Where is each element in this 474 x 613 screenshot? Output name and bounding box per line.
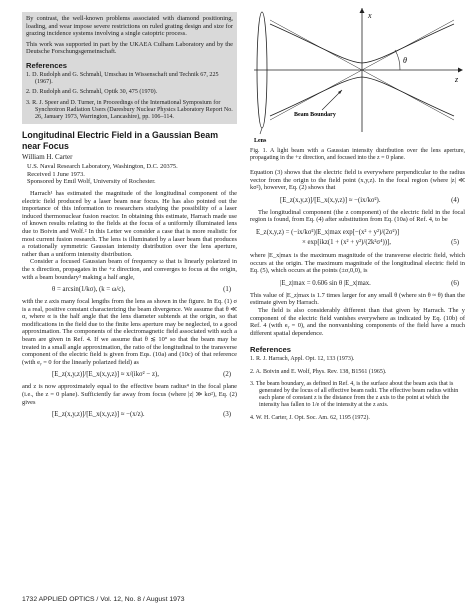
x-axis-label: x [368,11,372,20]
reference-item: 1. D. Rudolph and G. Schmahl, Umschau in Wissenschaft und Technik 67, 225 (1967). [26,71,219,86]
article-author: William H. Carter [22,153,73,162]
equation-text: [E_z(x,y,z)]/[E_x(x,y,z)] ≈ x/(ikσ² − z), [52,371,159,379]
equation-number: (6) [451,279,459,287]
body-paragraph: with the z axis many focal lengths from the lens as shown in the figure. In Eq. (1) σ is a real, positive constant characterizing the beam divergence. We assume that θ ≪ α, where α is the half angle that the lens diameter subtends at the origin, so that modifications in the field due to the finite lens aperture may be neglected, to a good approximation. The components of the electromagnetic field associated with such a beam are given in Ref. 4. If we assume that θ ≲ 10° so that the beam may be treated in a small angle approximation, the ratio of the longitudinal to the transverse component of the electric field is given from Eqs. (10a) and (10c) of that reference (with eᵧ = 0 for the linearly polarized field) as [22,298,237,366]
z-axis-arrow [458,68,463,73]
reference-item: 4. W. H. Carter, J. Opt. Soc. Am. 62, 1195 (1972). [250,414,370,421]
equation-5 [256,228,465,248]
equation-number: (3) [223,411,231,419]
body-paragraph: Harrach¹ has estimated the magnitude of the longitudinal component of the electric field produced by a laser beam near focus. He has also pointed out the importance of this information to researchers studying the possibility of a laser induced thermonuclear fusion reactor. In obtaining this estimate, Harrach made use of known results relating to the fields at the focus of a uniformly illuminated lens due to Boivin and Wolf.² In this Letter we consider a case that is more realistic for most current fusion research. The lens is illuminated by a laser beam that produces a rotationally symmetric Gaussian intensity distribution over the lens aperture, rather than a uniform intensity distribution. [22,189,237,258]
body-paragraph: This value of |E_z|max is 1.7 times larger for any small θ (where sin θ ≈ θ) than the estimate given by Harrach. [250,291,465,307]
beam-boundary-label: Beam Boundary [294,112,336,118]
reference-item: 2. A. Boivin and E. Wolf, Phys. Rev. 138, B1561 (1965). [250,368,387,375]
equation-line: × exp[ikz(1 + (x² + y²)/(2k²σ⁴))], [302,238,391,246]
references-heading-left: References [26,60,67,70]
equation-text: |E_z|max = 0.606 sin θ |E_x|max. [280,279,371,287]
previous-article-tail [22,12,237,124]
body-paragraph: Equation (3) shows that the electric field is everywhere perpendicular to the radius vector from the origin to the field point (x,y,z). In the focal region (where |z| ≪ kσ²), however, Eq. (2) shows that [250,169,465,192]
box-paragraph-1: By contrast, the well-known problems associated with diamond positioning, loading, and wear impose severe restrictions on ruled grating design and size for grazing incidence systems involving a single catoptric process. [26,15,233,38]
reference-item: 3. R. J. Speer and D. Turner, in Proceedings of the International Symposium for Synchrotron Radiation Users (Daresbury Nuclear Physics Laboratory Report No. 26, January 1973, Warrington, Lancashire), pp. 106–114. [26,99,233,120]
box-paragraph-2: This work was supported in part by the UKAEA Culham Laboratory and by the Deutsche Forschungsgemeinschaft. [26,40,233,56]
equation-4 [250,196,465,205]
equation-text: θ = arcsin(1/kσ), (k = ω/c), [52,286,126,294]
equation-line: E_z(x,y,z) = (−ix/kσ²)|E_x|max exp[−(x² + y²)/(2σ²)] [256,228,400,236]
equation-number: (4) [451,196,459,204]
equation-2 [22,370,237,379]
equation-text: [E_z(x,y,z)]/[E_x(x,y,z)] ≈ −(ix/kσ²). [280,196,381,204]
equation-number: (1) [223,286,231,294]
theta-label: θ [403,56,407,65]
body-paragraph: Consider a focused Gaussian beam of frequency ω that is linearly polarized in the x direction, propagates in the +z direction, and converges to focus at the origin, with a beam boundary³ making a half angle, [22,258,237,281]
references-heading: References [250,345,291,355]
x-axis-arrow [360,8,365,13]
article-title: Longitudinal Electric Field in a Gaussian Beam near Focus [22,130,219,151]
sponsor-line: Sponsored by Emil Wolf, University of Rochester. [27,178,156,186]
lens-label: Lens [254,138,267,144]
equation-3 [22,410,237,419]
received-date: Received 1 June 1973. [27,170,85,178]
body-paragraph: The longitudinal component (the z component) of the electric field in the focal region is found, from Eq. (4) after substitution from Eq. (10a) of Ref. 4, to be [250,208,465,224]
reference-item: 2. D. Rudolph and G. Schmahl, Optik 30, 475 (1970). [26,89,158,96]
body-paragraph: where |E_x|max is the maximum magnitude of the transverse electric field, which occurs at the origin. The maximum magnitude of the longitudinal electric field in Eq. (5), which occurs at the points (±σ,0,0), is [250,251,465,275]
author-affiliation: U.S. Naval Research Laboratory, Washington, D.C. 20375. [27,163,178,171]
page-footer: 1732 APPLIED OPTICS / Vol. 12, No. 8 / August 1973 [22,596,185,603]
reference-item: 1. R. J. Harrach, Appl. Opt. 12, 133 (1973). [250,356,355,363]
half-angle-arc [395,50,400,70]
right-column [250,0,465,427]
left-column [22,0,237,423]
lens-leader [260,128,262,134]
equation-number: (5) [451,238,459,246]
body-paragraph: and z is now approximately equal to the effective beam radius⁴ in the focal plane (i.e., the z = 0 plane). Sufficiently far away from focus (where |z| ≫ kσ²), Eq. (2) gives [22,383,237,406]
figure-caption: Fig. 1. A light beam with a Gaussian intensity distribution over the lens aperture, propagating in the +z direction, and focused into the z = 0 plane. [250,148,465,162]
equation-6 [250,279,465,288]
body-paragraph: The field is also considerably different than that given by Harrach. The y component of the electric field vanishes everywhere as indicated by Eq. (10b) of Ref. 4 (with eᵧ = 0), and the nonvanishing components of the field have a much different spatial dependence. [250,306,465,337]
equation-1 [22,285,237,294]
z-axis-label: z [455,75,459,84]
figure-1 [250,6,465,196]
equation-text: [E_z(x,y,z)]/[E_x(x,y,z)] ≈ −(x/z). [52,411,145,419]
equation-number: (2) [223,371,231,379]
reference-item: 3. The beam boundary, as defined in Ref. 4, is the surface about the beam axis that is generated by the locus of all effective beam radii. The effective beam radius within each plane of constant z is the distance from the z axis to the point at which the intensity has fallen to 1/e of the intensity at the z axis. [250,380,459,409]
beam-diagram [250,6,465,196]
